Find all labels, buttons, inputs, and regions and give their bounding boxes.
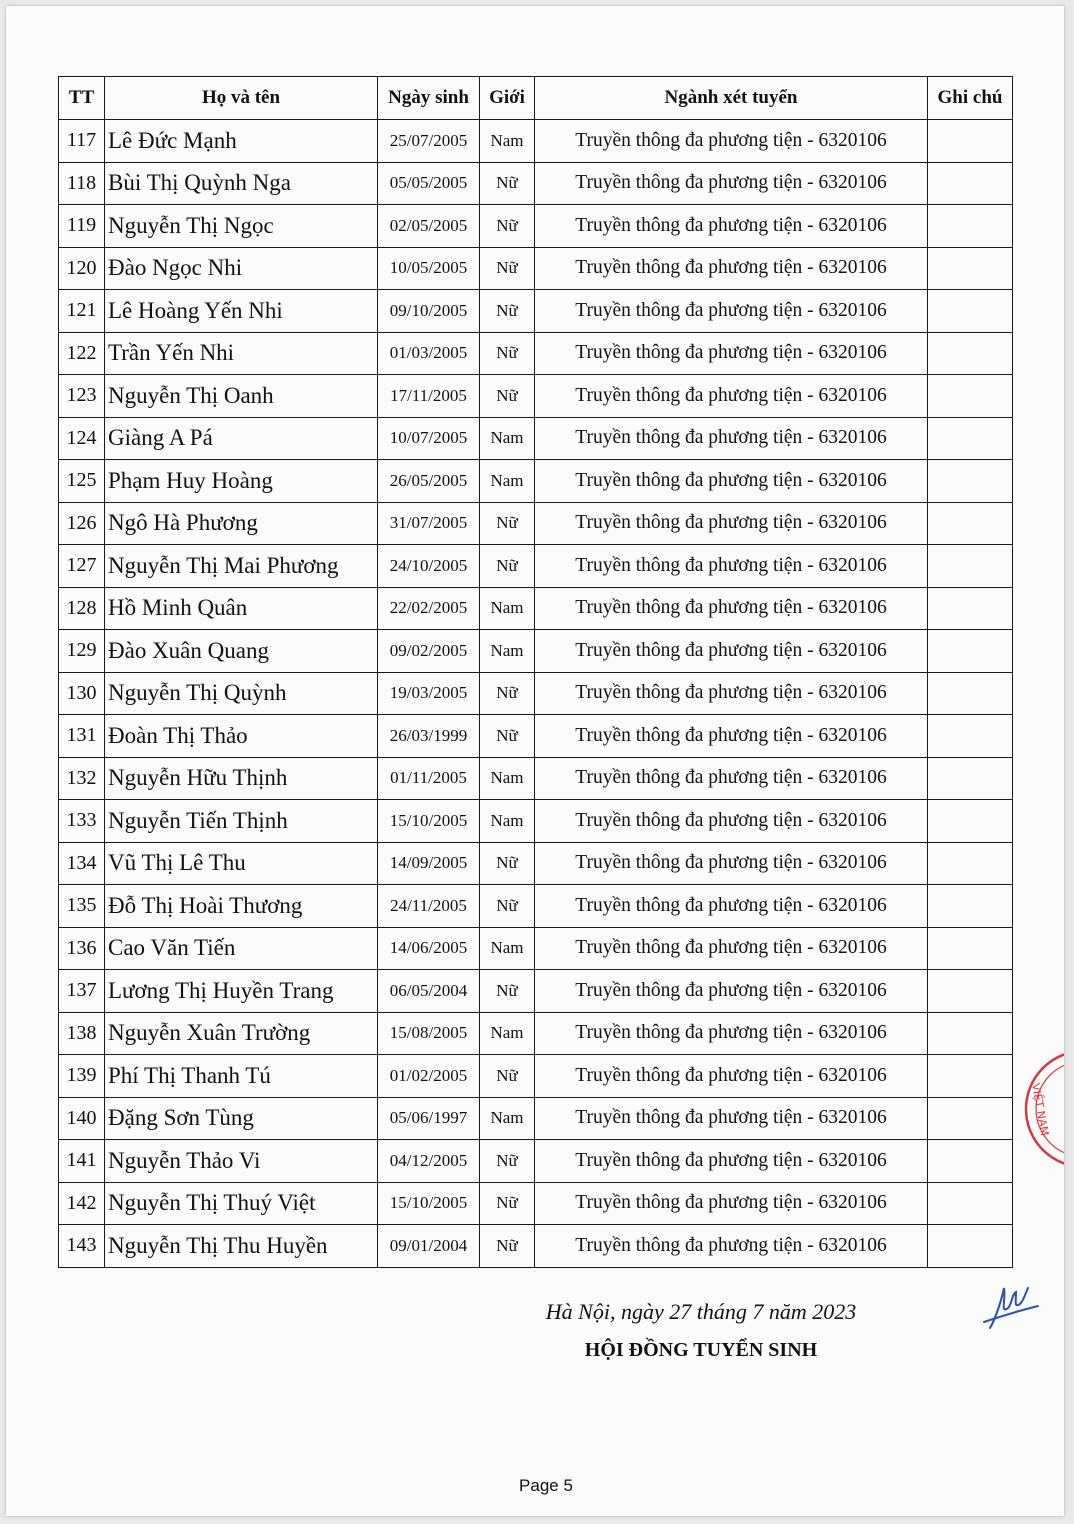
cell-note [928,502,1013,545]
cell-dob: 09/01/2004 [378,1225,480,1268]
cell-tt: 134 [59,842,105,885]
table-row [59,630,1013,673]
signature [982,1278,1042,1334]
cell-note [928,332,1013,375]
cell-note [928,715,1013,758]
cell-name: Nguyễn Thị Quỳnh [105,672,378,715]
table-row [59,1055,1013,1098]
table-row [59,247,1013,290]
cell-sex: Nữ [480,332,535,375]
cell-sex: Nam [480,417,535,460]
cell-tt: 137 [59,970,105,1013]
cell-sex: Nữ [480,247,535,290]
cell-sex: Nam [480,460,535,503]
cell-sex: Nam [480,630,535,673]
header-name: Họ và tên [105,77,378,120]
cell-name: Ngô Hà Phương [105,502,378,545]
cell-dob: 01/02/2005 [378,1055,480,1098]
cell-tt: 130 [59,672,105,715]
cell-tt: 125 [59,460,105,503]
cell-name: Giàng A Pá [105,417,378,460]
cell-note [928,1225,1013,1268]
table-row [59,332,1013,375]
cell-sex: Nữ [480,970,535,1013]
table-row [59,545,1013,588]
cell-major: Truyền thông đa phương tiện - 6320106 [535,1140,928,1183]
cell-sex: Nam [480,587,535,630]
cell-dob: 10/07/2005 [378,417,480,460]
cell-name: Nguyễn Thị Thu Huyền [105,1225,378,1268]
cell-sex: Nữ [480,502,535,545]
cell-dob: 05/05/2005 [378,162,480,205]
cell-dob: 15/08/2005 [378,1012,480,1055]
cell-sex: Nữ [480,205,535,248]
table-row [59,885,1013,928]
cell-sex: Nữ [480,1182,535,1225]
cell-dob: 15/10/2005 [378,800,480,843]
cell-note [928,545,1013,588]
cell-sex: Nam [480,757,535,800]
cell-tt: 140 [59,1097,105,1140]
cell-note [928,1012,1013,1055]
table-row [59,417,1013,460]
cell-name: Nguyễn Hữu Thịnh [105,757,378,800]
cell-dob: 24/11/2005 [378,885,480,928]
cell-dob: 31/07/2005 [378,502,480,545]
cell-dob: 25/07/2005 [378,120,480,163]
cell-note [928,970,1013,1013]
cell-dob: 01/11/2005 [378,757,480,800]
cell-tt: 132 [59,757,105,800]
cell-tt: 123 [59,375,105,418]
signature-graphic [982,1278,1042,1334]
page-number: Page 5 [519,1476,573,1495]
cell-dob: 26/03/1999 [378,715,480,758]
table-row [59,587,1013,630]
cell-major: Truyền thông đa phương tiện - 6320106 [535,417,928,460]
cell-note [928,1055,1013,1098]
cell-tt: 126 [59,502,105,545]
cell-major: Truyền thông đa phương tiện - 6320106 [535,1055,928,1098]
cell-major: Truyền thông đa phương tiện - 6320106 [535,1225,928,1268]
cell-name: Phí Thị Thanh Tú [105,1055,378,1098]
admission-table [58,76,1013,1268]
cell-dob: 04/12/2005 [378,1140,480,1183]
cell-sex: Nữ [480,1055,535,1098]
cell-dob: 17/11/2005 [378,375,480,418]
cell-note [928,120,1013,163]
cell-major: Truyền thông đa phương tiện - 6320106 [535,162,928,205]
cell-name: Nguyễn Thị Thuý Việt [105,1182,378,1225]
cell-sex: Nữ [480,842,535,885]
cell-tt: 120 [59,247,105,290]
cell-sex: Nam [480,120,535,163]
cell-major: Truyền thông đa phương tiện - 6320106 [535,800,928,843]
cell-tt: 121 [59,290,105,333]
cell-name: Nguyễn Xuân Trường [105,1012,378,1055]
header-dob: Ngày sinh [378,77,480,120]
cell-major: Truyền thông đa phương tiện - 6320106 [535,290,928,333]
table-row [59,502,1013,545]
place-date: Hà Nội, ngày 27 tháng 7 năm 2023 [545,1299,857,1324]
cell-note [928,1140,1013,1183]
cell-major: Truyền thông đa phương tiện - 6320106 [535,375,928,418]
cell-note [928,927,1013,970]
cell-tt: 136 [59,927,105,970]
cell-tt: 131 [59,715,105,758]
table-row [59,1012,1013,1055]
stamp-graphic [1014,1044,1064,1174]
header-major: Ngành xét tuyển [535,77,928,120]
table-row [59,162,1013,205]
table-row [59,970,1013,1013]
cell-tt: 141 [59,1140,105,1183]
cell-dob: 24/10/2005 [378,545,480,588]
cell-major: Truyền thông đa phương tiện - 6320106 [535,927,928,970]
header-note: Ghi chú [928,77,1013,120]
cell-name: Nguyễn Thị Ngọc [105,205,378,248]
cell-tt: 139 [59,1055,105,1098]
cell-name: Lê Đức Mạnh [105,120,378,163]
table-row [59,1182,1013,1225]
cell-major: Truyền thông đa phương tiện - 6320106 [535,502,928,545]
cell-note [928,842,1013,885]
cell-sex: Nam [480,927,535,970]
council-title: HỘI ĐỒNG TUYỂN SINH [584,1339,818,1361]
cell-major: Truyền thông đa phương tiện - 6320106 [535,1097,928,1140]
cell-major: Truyền thông đa phương tiện - 6320106 [535,757,928,800]
cell-dob: 02/05/2005 [378,205,480,248]
cell-sex: Nữ [480,545,535,588]
cell-dob: 15/10/2005 [378,1182,480,1225]
table-row [59,715,1013,758]
cell-name: Bùi Thị Quỳnh Nga [105,162,378,205]
header-tt: TT [59,77,105,120]
cell-name: Đặng Sơn Tùng [105,1097,378,1140]
cell-name: Hồ Minh Quân [105,587,378,630]
table-row [59,460,1013,503]
cell-note [928,630,1013,673]
cell-tt: 129 [59,630,105,673]
cell-major: Truyền thông đa phương tiện - 6320106 [535,247,928,290]
cell-note [928,587,1013,630]
table-header-row [59,77,1013,120]
cell-dob: 09/02/2005 [378,630,480,673]
cell-tt: 118 [59,162,105,205]
cell-major: Truyền thông đa phương tiện - 6320106 [535,970,928,1013]
cell-sex: Nữ [480,1225,535,1268]
cell-sex: Nam [480,1012,535,1055]
cell-note [928,672,1013,715]
cell-sex: Nam [480,800,535,843]
cell-note [928,417,1013,460]
cell-dob: 26/05/2005 [378,460,480,503]
cell-sex: Nam [480,1097,535,1140]
table-row [59,290,1013,333]
cell-dob: 01/03/2005 [378,332,480,375]
cell-major: Truyền thông đa phương tiện - 6320106 [535,587,928,630]
cell-major: Truyền thông đa phương tiện - 6320106 [535,630,928,673]
cell-tt: 142 [59,1182,105,1225]
cell-note [928,375,1013,418]
cell-dob: 14/06/2005 [378,927,480,970]
cell-note [928,757,1013,800]
cell-sex: Nữ [480,162,535,205]
cell-name: Đoàn Thị Thảo [105,715,378,758]
cell-major: Truyền thông đa phương tiện - 6320106 [535,545,928,588]
cell-note [928,460,1013,503]
cell-dob: 14/09/2005 [378,842,480,885]
cell-sex: Nữ [480,672,535,715]
table-row [59,672,1013,715]
table-row [59,1097,1013,1140]
cell-name: Lê Hoàng Yến Nhi [105,290,378,333]
cell-tt: 138 [59,1012,105,1055]
cell-tt: 117 [59,120,105,163]
table-row [59,205,1013,248]
cell-tt: 119 [59,205,105,248]
cell-major: Truyền thông đa phương tiện - 6320106 [535,885,928,928]
cell-major: Truyền thông đa phương tiện - 6320106 [535,715,928,758]
cell-tt: 128 [59,587,105,630]
cell-name: Nguyễn Thảo Vi [105,1140,378,1183]
cell-name: Nguyễn Tiến Thịnh [105,800,378,843]
cell-name: Lương Thị Huyền Trang [105,970,378,1013]
cell-tt: 135 [59,885,105,928]
official-stamp [1014,1044,1064,1174]
cell-note [928,247,1013,290]
cell-name: Phạm Huy Hoàng [105,460,378,503]
cell-major: Truyền thông đa phương tiện - 6320106 [535,672,928,715]
cell-name: Trần Yến Nhi [105,332,378,375]
cell-note [928,1182,1013,1225]
cell-major: Truyền thông đa phương tiện - 6320106 [535,332,928,375]
cell-dob: 06/05/2004 [378,970,480,1013]
table-body [59,120,1013,1268]
cell-name: Cao Văn Tiến [105,927,378,970]
cell-tt: 133 [59,800,105,843]
cell-note [928,1097,1013,1140]
cell-dob: 19/03/2005 [378,672,480,715]
cell-dob: 22/02/2005 [378,587,480,630]
cell-sex: Nữ [480,1140,535,1183]
table-row [59,757,1013,800]
cell-major: Truyền thông đa phương tiện - 6320106 [535,460,928,503]
cell-sex: Nữ [480,885,535,928]
cell-sex: Nữ [480,715,535,758]
cell-name: Đào Ngọc Nhi [105,247,378,290]
table-row [59,800,1013,843]
cell-name: Nguyễn Thị Oanh [105,375,378,418]
svg-text:VIỆT NAM: VIỆT NAM [1029,1082,1052,1137]
table-row [59,120,1013,163]
cell-sex: Nữ [480,375,535,418]
table-row [59,1225,1013,1268]
table-row [59,842,1013,885]
cell-tt: 143 [59,1225,105,1268]
cell-tt: 124 [59,417,105,460]
cell-major: Truyền thông đa phương tiện - 6320106 [535,842,928,885]
cell-sex: Nữ [480,290,535,333]
header-sex: Giới [480,77,535,120]
cell-major: Truyền thông đa phương tiện - 6320106 [535,205,928,248]
cell-note [928,885,1013,928]
cell-name: Đỗ Thị Hoài Thương [105,885,378,928]
cell-tt: 122 [59,332,105,375]
cell-name: Nguyễn Thị Mai Phương [105,545,378,588]
cell-major: Truyền thông đa phương tiện - 6320106 [535,120,928,163]
cell-note [928,290,1013,333]
cell-note [928,162,1013,205]
cell-note [928,205,1013,248]
cell-name: Đào Xuân Quang [105,630,378,673]
table-row [59,1140,1013,1183]
cell-note [928,800,1013,843]
cell-name: Vũ Thị Lê Thu [105,842,378,885]
cell-dob: 10/05/2005 [378,247,480,290]
cell-dob: 05/06/1997 [378,1097,480,1140]
cell-major: Truyền thông đa phương tiện - 6320106 [535,1012,928,1055]
table-row [59,375,1013,418]
cell-major: Truyền thông đa phương tiện - 6320106 [535,1182,928,1225]
cell-tt: 127 [59,545,105,588]
cell-dob: 09/10/2005 [378,290,480,333]
table-row [59,927,1013,970]
document-page [6,6,1064,1516]
